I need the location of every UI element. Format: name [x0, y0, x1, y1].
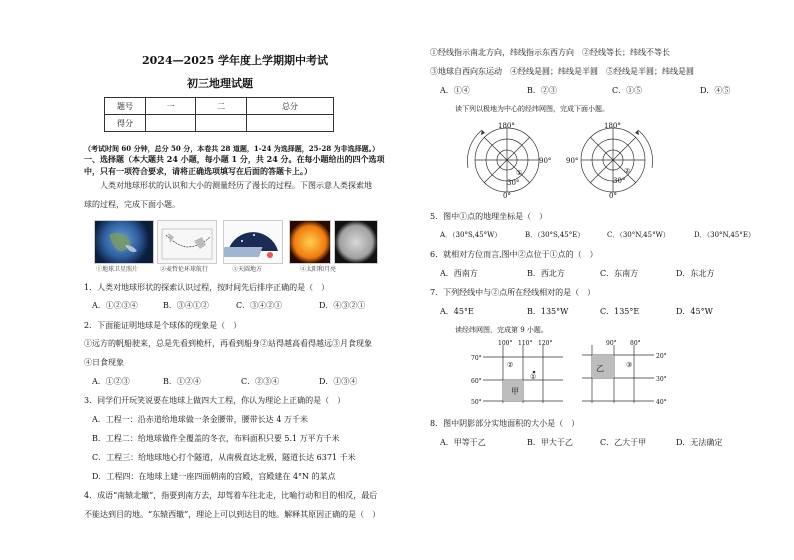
q2-option-a[interactable]: A．①②③: [92, 377, 130, 386]
polar-right-lat: 30°: [613, 177, 626, 185]
question-3: 3．同学们开玩笑说要在地球上做四大工程，你认为理论上正确的是（ ）: [84, 396, 346, 405]
instructions: （考试时间 60 分钟，总分 50 分，本卷共 28 道题，1-24 为选择题，25-28 为非选择题。）: [84, 144, 380, 153]
q7-option-c[interactable]: C．135°E: [600, 307, 640, 316]
grid-right-lat-30: 30°: [656, 376, 667, 383]
q7-option-d[interactable]: D．45°W: [676, 307, 713, 316]
caption-4: ④太阳和月亮: [300, 266, 337, 273]
polar-right-bottom: 0°: [609, 192, 617, 200]
q6-option-c[interactable]: C．东南方: [600, 269, 639, 278]
table-cell[interactable]: [146, 115, 196, 132]
polar-intro: 读下列以极地为中心的经纬网图，完成下面小题。: [455, 105, 609, 113]
q5-option-c[interactable]: C．（30°N,45°W）: [607, 231, 670, 239]
polar-left-lat: 30°: [507, 179, 520, 187]
grid-right-lon-90: 90°: [606, 340, 617, 347]
grid-left-lon-110: 110°: [518, 340, 533, 347]
latlong-grid-right: [582, 345, 662, 405]
q8-option-d[interactable]: D．无法确定: [676, 438, 723, 447]
grid-left-point-2: ②: [507, 361, 514, 369]
polar-right-top: 180°: [604, 122, 621, 130]
table-cell: 题号: [105, 98, 146, 115]
caption-3: ③天圆地方: [232, 266, 263, 273]
question-4-line1: 4．成语“南辕北辙”，指要到南方去，却驾着车往北走，比喻行动和目的相反，最后: [84, 491, 378, 500]
caption-1: ①地球卫星照片: [96, 266, 139, 273]
q4-option-b[interactable]: B．②③: [527, 86, 557, 95]
question-6: 6．就相对方位而言,图中②点位于①点的（ ）: [430, 250, 598, 259]
earth-satellite-image: [94, 220, 154, 264]
q2-option-c[interactable]: C．②③④: [241, 377, 280, 386]
q8-option-c[interactable]: C．乙大于甲: [600, 438, 647, 447]
intro-line2: 球的过程，完成下面小题。: [84, 200, 180, 209]
question-2: 2．下面能证明地球是个球体的现象是（ ）: [84, 321, 242, 330]
question-7: 7．下列经线中与②点所在经线相对的是（ ）: [430, 288, 596, 297]
q6-option-a[interactable]: A．西南方: [440, 269, 478, 278]
q4-option-a[interactable]: A．①④: [440, 86, 470, 95]
q2-line3: ④日食现象: [84, 358, 124, 367]
table-cell[interactable]: [196, 115, 246, 132]
grid-left-lat-70: 70°: [471, 355, 482, 362]
table-cell: 得分: [105, 115, 146, 132]
magellan-route-image: [157, 220, 217, 264]
grid-left-lon-120: 120°: [538, 340, 553, 347]
q4-option-c[interactable]: C．①⑤: [612, 86, 643, 95]
q7-option-b[interactable]: B．135°W: [527, 307, 569, 316]
grid-left-point-1: ①: [530, 373, 537, 381]
question-8: 8．图中阴影部分实地面积的大小是（ ）: [430, 419, 580, 428]
grid-right-lon-80: 80°: [630, 340, 641, 347]
grid-left-lon-100: 100°: [498, 340, 513, 347]
section1-line1: 一、选择题（本大题共 24 小题，每小题 1 分，共 24 分。在每小题给出的四个选项: [84, 154, 385, 164]
polar-left-bottom: 0°: [503, 192, 511, 200]
q5-option-a[interactable]: A．（30°S,45°W）: [440, 231, 502, 239]
q3-option-a[interactable]: A．工程一：沿赤道给地球做一条金腰带，腰带长达 4 万千米: [92, 415, 308, 424]
caption-2: ②麦哲伦环球航行: [160, 266, 209, 273]
q1-option-d[interactable]: D．④③②①: [319, 301, 366, 310]
table-row: [105, 98, 334, 115]
q4-statements-1: ①经线指示南北方向，纬线指示东西方向 ②经线等长；纬线不等长: [430, 48, 670, 57]
polar-left-top: 180°: [498, 122, 515, 130]
grid-left-lat-60: 60°: [471, 378, 482, 385]
polar-right-point: ②: [624, 167, 631, 175]
question-5: 5．图中①点的地理坐标是（ ）: [430, 212, 548, 221]
grid-right-point-3: ③: [626, 361, 633, 369]
question-4-line2: 不能达到目的地。“东辕西辙”，理论上可以到达目的地。解释其原因正确的是（ ）: [84, 510, 381, 519]
polar-left-point: ①: [516, 169, 523, 177]
section1-line2: 中，只有一项符合要求，请将正确选项填写在后面的答题卡上。）: [84, 166, 312, 176]
q2-option-b[interactable]: B．①②④: [163, 377, 201, 386]
q1-option-a[interactable]: A．①②③④: [92, 301, 138, 310]
q3-option-b[interactable]: B．工程二：给地球做件全覆盖的冬衣，布料面积只要 5.1 万平方千米: [92, 434, 340, 443]
table-cell: 一: [146, 98, 196, 115]
q8-option-a[interactable]: A．甲等于乙: [440, 438, 486, 447]
grid-right-lat-20: 20°: [656, 353, 667, 360]
grid-left-lat-50: 50°: [471, 399, 482, 406]
exam-title: 2024—2025 学年度上学期期中考试: [142, 54, 329, 67]
grid-right-lat-40: 40°: [656, 399, 667, 406]
q4-statements-2: ③地球自西向东运动 ④经线是圆；纬线是半圆 ⑤经线是半圆；纬线是圆: [430, 67, 694, 76]
score-table: [104, 97, 334, 132]
question-1: 1．人类对地球形状的探索认识过程，按时间先后排序正确的是（ ）: [84, 283, 330, 292]
q1-option-b[interactable]: B．③④①②: [163, 301, 209, 310]
moon-image: [334, 220, 378, 264]
table-row: [105, 115, 334, 132]
table-cell[interactable]: [246, 115, 333, 132]
q6-option-b[interactable]: B．西北方: [527, 269, 565, 278]
latlong-grid-left: [478, 345, 568, 405]
q2-line2: ①远方的帆船驶来，总是先看到桅杆，再看到船身②站得越高看得越远③月食现象: [84, 339, 372, 348]
table-cell: 总分: [246, 98, 333, 115]
sun-image: [289, 220, 331, 264]
grid-intro: 读经纬网图，完成第 9 小题。: [455, 326, 548, 334]
q3-option-c[interactable]: C．工程三：给地球地心打个隧道，从南极直达北极，隧道长达 6371 千米: [92, 453, 356, 462]
grid-left-cell-jia: 甲: [511, 387, 519, 396]
q1-option-c[interactable]: C．③④②①: [236, 301, 283, 310]
q5-option-d[interactable]: D．（30°N,45°E）: [694, 231, 755, 239]
table-cell: 二: [196, 98, 246, 115]
q2-option-d[interactable]: D．①③④: [319, 377, 358, 386]
polar-right-left: 90°: [566, 157, 579, 165]
q4-option-d[interactable]: D．④⑤: [700, 86, 731, 95]
sky-round-earth-square-image: [223, 220, 283, 264]
exam-subtitle: 初三地理试题: [187, 77, 253, 90]
q6-option-d[interactable]: D．东北方: [676, 269, 715, 278]
polar-left-right: 90°: [539, 157, 552, 165]
intro-line1: 人类对地球形状的认识和大小的测量经历了漫长的过程。下图示意人类探索地: [100, 181, 372, 190]
q5-option-b[interactable]: B．（30°S,45°E）: [525, 231, 585, 239]
q7-option-a[interactable]: A．45°E: [440, 307, 474, 316]
q3-option-d[interactable]: D．工程四：在地球上建一座四面朝南的宫殿，宫殿建在 4°N 的某点: [92, 472, 336, 481]
grid-right-cell-yi: 乙: [596, 364, 604, 373]
q8-option-b[interactable]: B．甲大于乙: [527, 438, 573, 447]
